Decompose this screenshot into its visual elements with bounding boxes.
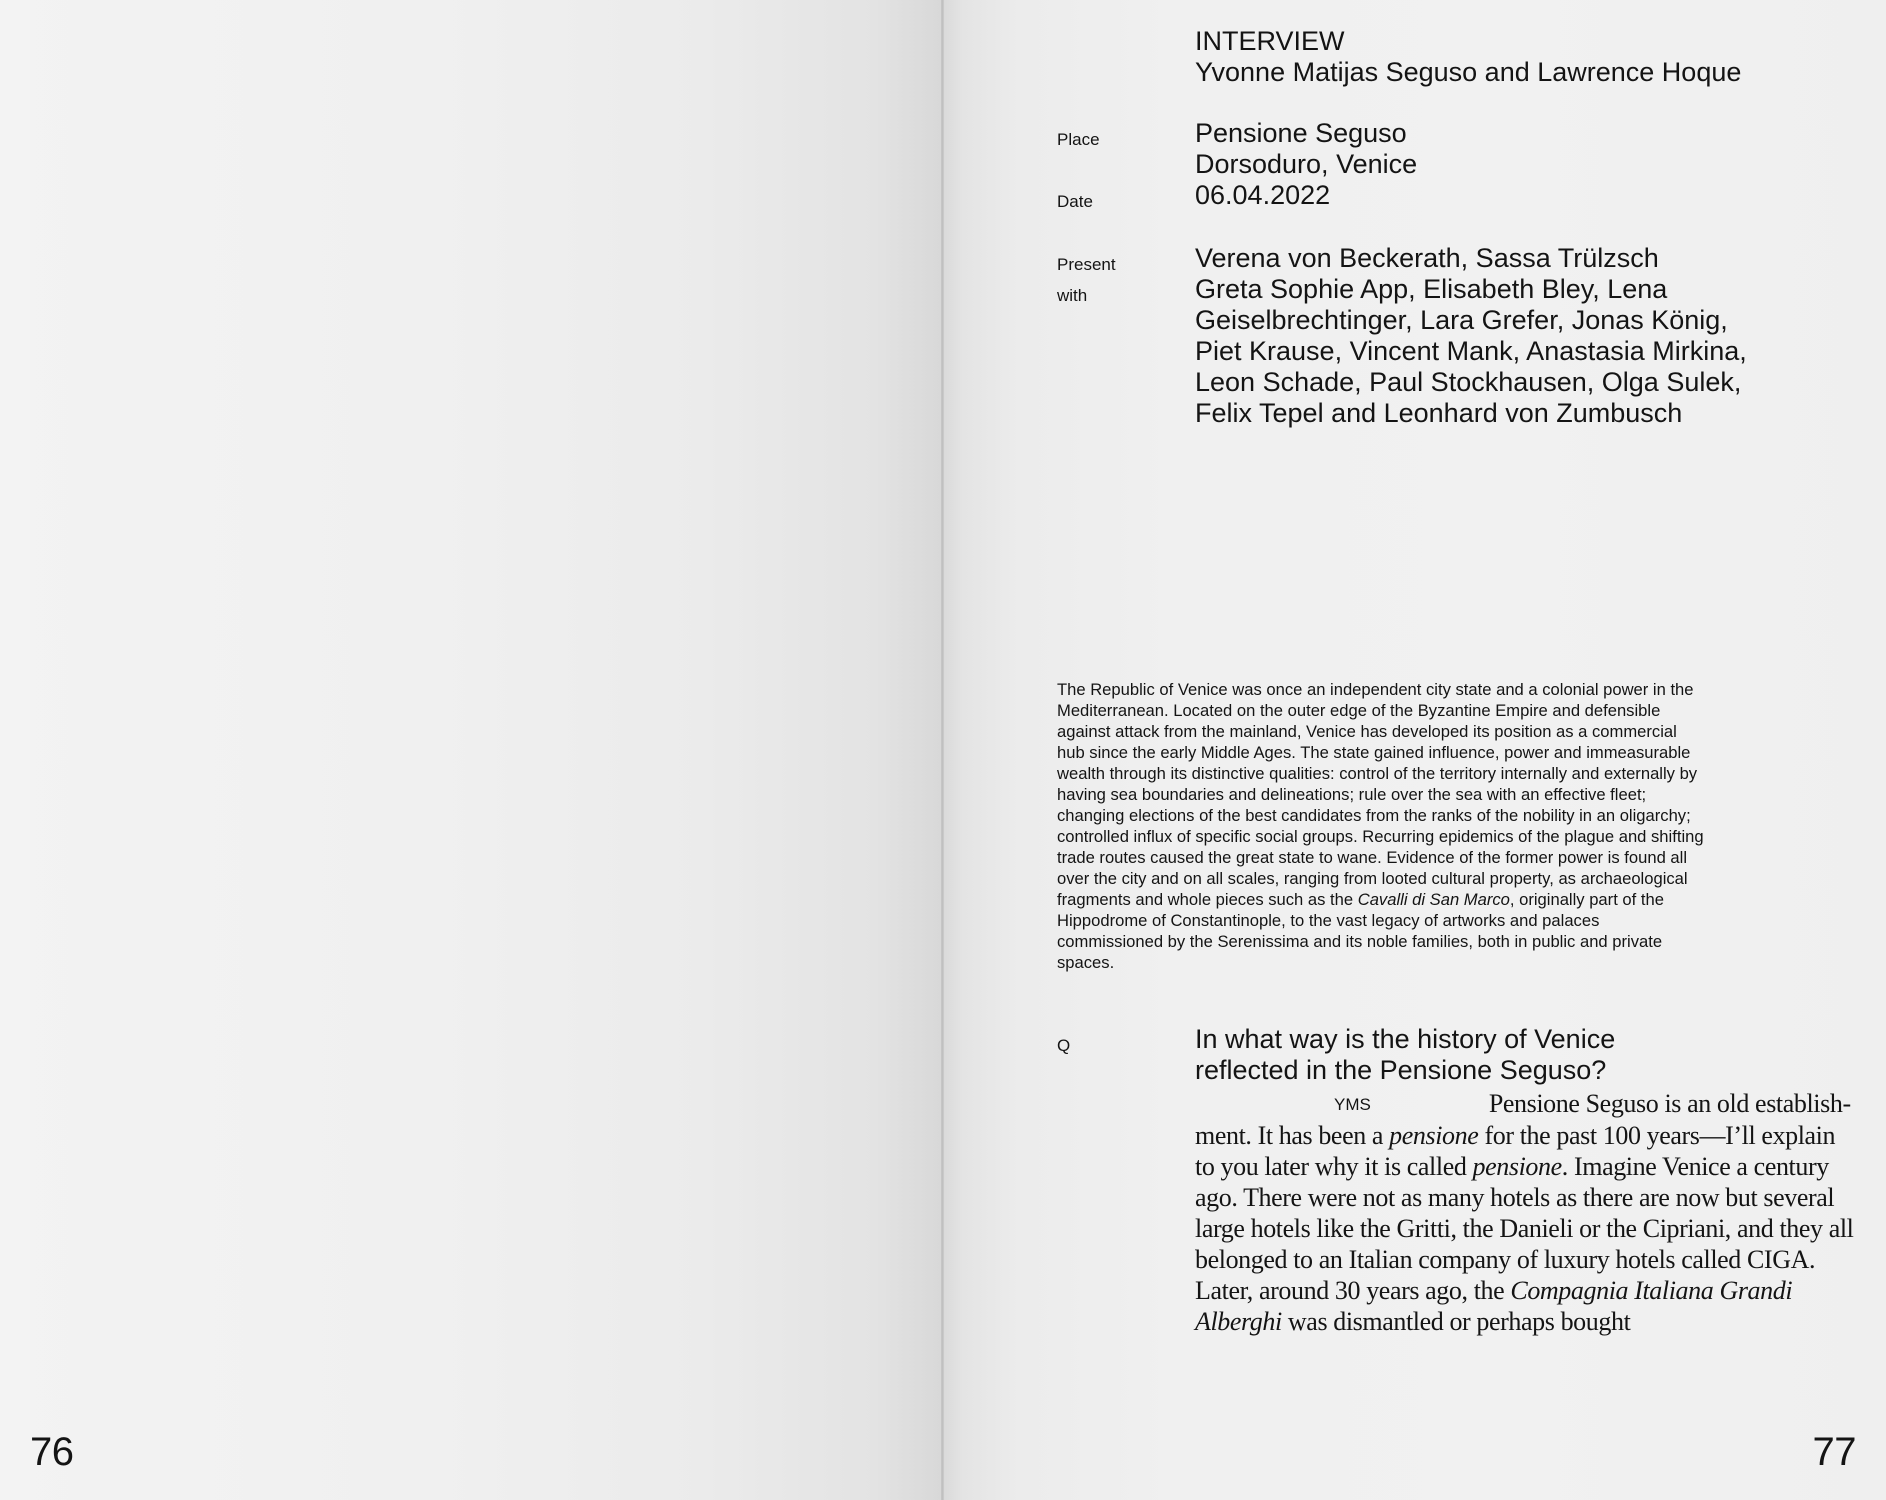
with-line-4: Leon Schade, Paul Stockhausen, Olga Sulek,: [1195, 367, 1742, 397]
with-line-3: Piet Krause, Vincent Mank, Anastasia Mirkina,: [1195, 336, 1747, 366]
intro-italic: Cavalli di San Marco: [1357, 890, 1510, 909]
present-label: Present: [1057, 255, 1116, 274]
place-line-1: Pensione Seguso: [1195, 118, 1407, 148]
interview-label: INTERVIEW: [1195, 26, 1345, 56]
interviewee-names: Yvonne Matijas Seguso and Lawrence Hoque: [1195, 57, 1742, 87]
answer-italic-3: Compagnia Italiana Grandi Alberghi: [1195, 1276, 1793, 1336]
answer-text-3: . Imagine Venice a century ago. There were not as many hotels as there are now but several large hotels like the Gritti, the Danieli or the Cipriani, and they all belonged to an Italian company of luxury hotels called CIGA. Later, around 30 years ago, the: [1195, 1152, 1854, 1305]
answer-text-4: was dismantled or perhaps bought: [1281, 1307, 1631, 1336]
question-line-1: In what way is the history of Venice: [1195, 1024, 1616, 1054]
page-number-left: 76: [30, 1430, 74, 1474]
answer-italic-1: pensione: [1389, 1121, 1479, 1150]
with-label: with: [1057, 286, 1088, 305]
answer-text-1: Pensione Seguso is an old establishment. It has been a: [1195, 1089, 1852, 1150]
with-line-2: Geiselbrechtinger, Lara Grefer, Jonas König,: [1195, 305, 1728, 335]
question-label: Q: [1057, 1036, 1071, 1055]
place-line-2: Dorsoduro, Venice: [1195, 149, 1418, 179]
date-value: 06.04.2022: [1195, 180, 1331, 210]
with-line-1: Greta Sophie App, Elisabeth Bley, Lena: [1195, 274, 1668, 304]
intro-text-2: , originally part of the Hippodrome of Constantinople, to the vast legacy of artworks and palaces commissioned by the Serenissima and its noble families, both in public and private spaces.: [1057, 890, 1664, 972]
with-line-5: Felix Tepel and Leonhard von Zumbusch: [1195, 398, 1683, 428]
place-label: Place: [1057, 130, 1100, 149]
question-text: [1195, 1024, 1815, 1086]
present-value: Verena von Beckerath, Sassa Trülzsch: [1195, 243, 1659, 273]
date-label: Date: [1057, 192, 1093, 211]
left-page: [0, 0, 942, 1500]
speaker-label: YMS: [1334, 1095, 1371, 1114]
question-line-2: reflected in the Pensione Seguso?: [1195, 1055, 1607, 1085]
intro-paragraph: [1057, 679, 1707, 973]
intro-text-1: The Republic of Venice was once an independent city state and a colonial power in the Mediterranean. Located on the outer edge of the Byzantine Empire and defensible against attack from the mainland, Venice has developed its position as a commercial hub since the early Middle Ages. The state gained influence, power and immeasurable wealth through its distinctive qualities: control of the territory internally and externally by having sea boundaries and delineations; rule over the sea with an effective fleet; changing elections of the best candidates from the ranks of the nobility in an oligarchy; controlled influx of specific social groups. Recurring epidemics of the plague and shifting trade routes caused the great state to wane. Evidence of the former power is found all over the city and on all scales, ranging from looted cultural property, as archaeological fragments and whole pieces such as the: [1057, 680, 1704, 909]
right-page: [944, 0, 1886, 1500]
answer-text-2: for the past 100 years—I’ll explain to you later why it is called: [1195, 1121, 1836, 1181]
page-number-right: 77: [1812, 1430, 1856, 1474]
answer-paragraph: [1195, 1088, 1855, 1337]
answer-italic-2: pensione: [1472, 1152, 1562, 1181]
